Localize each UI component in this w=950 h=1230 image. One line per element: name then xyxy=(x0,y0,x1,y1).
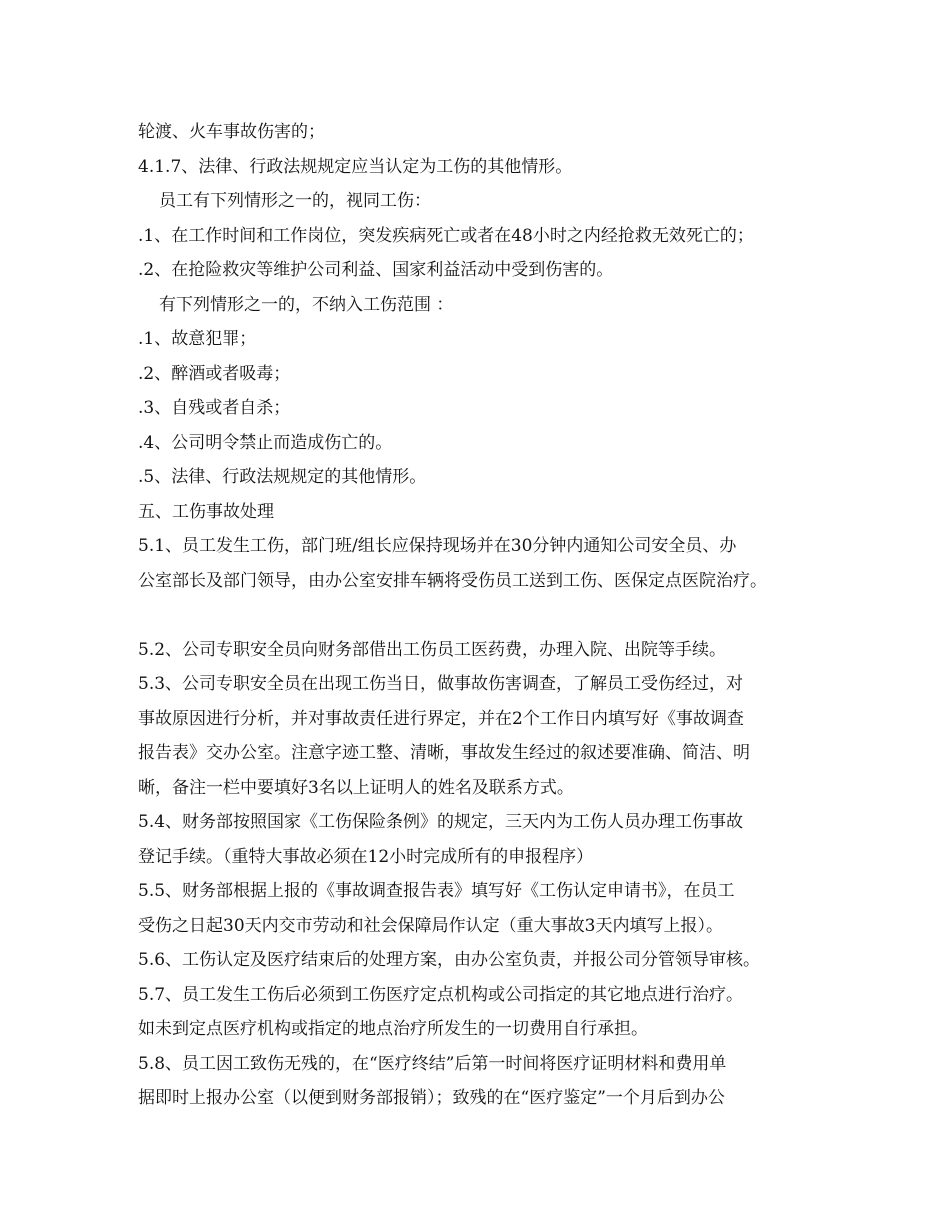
document-body xyxy=(138,115,928,1116)
text-line: 公室部长及部门领导，由办公室安排车辆将受伤员工送到工伤、医保定点医院治疗。 xyxy=(138,570,767,591)
blank-line xyxy=(138,598,928,633)
text-line: .1、故意犯罪； xyxy=(138,329,257,349)
text-line: 轮渡、火车事故伤害的； xyxy=(138,122,325,142)
text-line: 4.1.7、法律、行政法规规定应当认定为工伤的其他情形。 xyxy=(138,156,573,177)
text-line: .3、自残或者自杀； xyxy=(138,398,291,418)
text-line: 员工有下列情形之一的，视同工伤： xyxy=(159,191,431,211)
text-line: .2、在抢险救灾等维护公司利益、国家利益活动中受到伤害的。 xyxy=(138,260,614,280)
text-line: .2、醉酒或者吸毒； xyxy=(138,363,291,384)
text-line: 5.7、员工发生工伤后必须到工伤医疗定点机构或公司指定的其它地点进行治疗。 xyxy=(138,984,744,1005)
text-line: 报告表》交办公室。注意字迹工整、清晰，事故发生经过的叙述要准确、简洁、明 xyxy=(138,743,750,763)
text-line: 5.3、公司专职安全员在出现工伤当日，做事故伤害调查，了解员工受伤经过，对 xyxy=(138,674,744,694)
text-line: .4、公司明令禁止而造成伤亡的。 xyxy=(138,432,393,453)
text-line: 5.6、工伤认定及医疗结束后的处理方案，由办公室负责，并报公司分管领导审核。 xyxy=(138,950,761,970)
text-line: 5.1、员工发生工伤，部门班/组长应保持现场并在30分钟内通知公司安全员、办 xyxy=(138,536,737,556)
section-heading: 五、工伤事故处理 xyxy=(138,501,274,522)
text-line: 有下列情形之一的，不纳入工伤范围 ： xyxy=(159,294,454,315)
text-line: .1、在工作时间和工作岗位，突发疾病死亡或者在48小时之内经抢救无效死亡的； xyxy=(138,225,754,246)
text-line: 5.5、财务部根据上报的《事故调查报告表》填写好《工伤认定申请书》，在员工 xyxy=(138,881,735,901)
text-line: 据即时上报办公室（以便到财务部报销）；致残的在“医疗鉴定”一个月后到办公 xyxy=(138,1088,725,1108)
text-line: 事故原因进行分析，并对事故责任进行界定，并在2个工作日内填写好《事故调查 xyxy=(138,708,744,729)
text-line: 5.8、员工因工致伤无残的，在“医疗终结”后第一时间将医疗证明材料和费用单 xyxy=(138,1053,727,1074)
text-line: 登记手续。（重特大事故必须在12小时完成所有的申报程序） xyxy=(138,846,594,867)
text-line: 受伤之日起30天内交市劳动和社会保障局作认定（重大事故3天内填写上报）。 xyxy=(138,915,723,936)
text-line: .5、法律、行政法规规定的其他情形。 xyxy=(138,467,427,487)
text-line: 如未到定点医疗机构或指定的地点治疗所发生的一切费用自行承担。 xyxy=(138,1019,648,1039)
text-line: 晰，备注一栏中要填好3名以上证明人的姓名及联系方式。 xyxy=(138,777,574,798)
text-line: 5.2、公司专职安全员向财务部借出工伤员工医药费，办理入院、出院等手续。 xyxy=(138,639,727,660)
text-line: 5.4、财务部按照国家《工伤保险条例》的规定，三天内为工伤人员办理工伤事故 xyxy=(138,812,744,832)
